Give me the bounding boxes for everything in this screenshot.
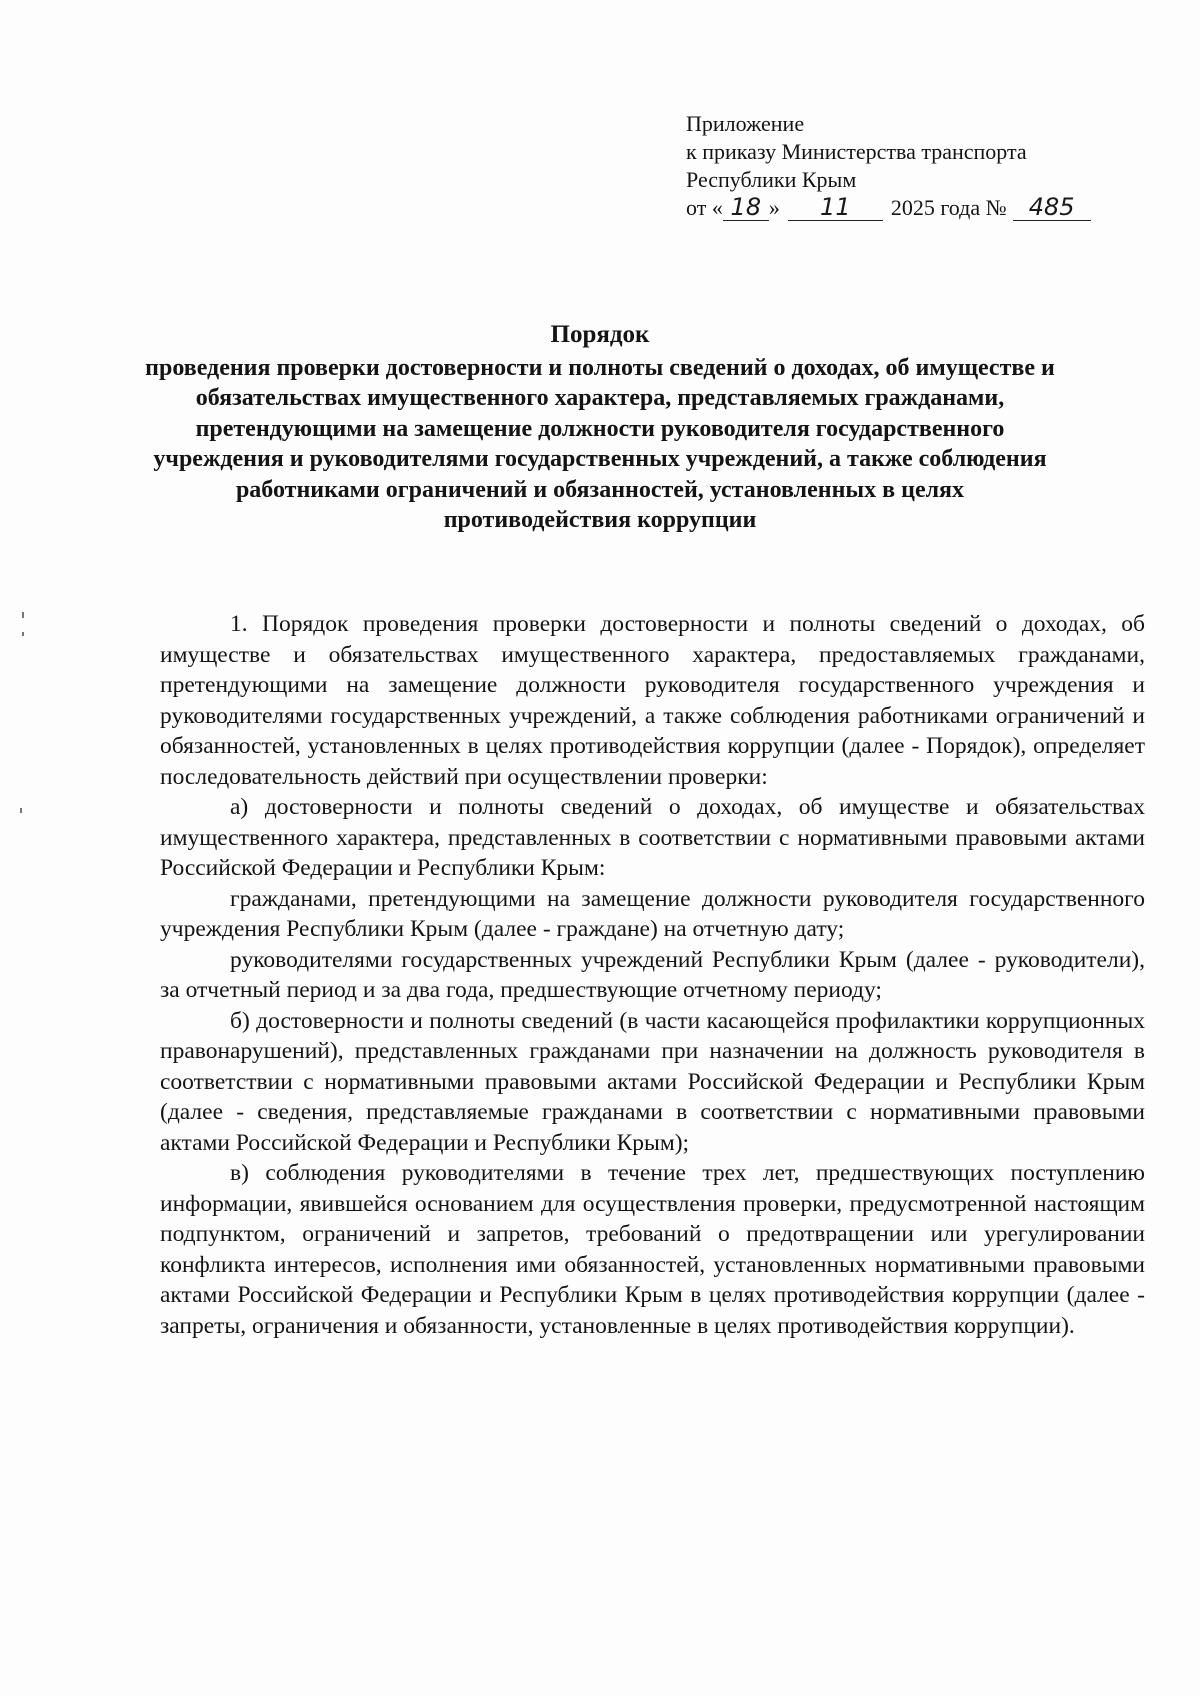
scan-mark: [20, 808, 22, 813]
date-prefix: от «: [686, 195, 723, 220]
title-subtitle: проведения проверки достоверности и полноты сведений о доходах, об имуществе и обязательствах имущественного характера, представляемых гражданами, претендующими на замещение должности руководителя государственного учреждения и руководителями государственных учреждений, а также соблюдения работниками ограничений и обязанностей, установленных в целях противодействия коррупции: [145, 354, 1055, 533]
annex-title: Приложение: [686, 111, 805, 136]
date-month-handwritten: 11: [820, 193, 851, 221]
date-month-field: [788, 193, 883, 221]
annex-block: [686, 110, 1146, 222]
date-day-field: [723, 193, 769, 221]
document-title: [140, 320, 1060, 536]
order-number-field: [1013, 193, 1091, 221]
paragraph-v: в) соблюдения руководителями в течение трех лет, предшествующих поступлению информации, явившейся основанием для осуществления проверки, предусмотренной настоящим подпунктом, ограничений и запретов, требований о предотвращении или урегулировании конфликта интересов, исполнения ими обязанностей, установленных нормативными правовыми актами Российской Федерации и Республики Крым в целях противодействия коррупции (далее - запреты, ограничения и обязанности, установленные в целях противодействия коррупции).: [160, 1160, 1145, 1339]
scan-mark: [22, 632, 24, 636]
document-body: [160, 609, 1145, 1341]
paragraph-citizens: гражданами, претендующими на замещение должности руководителя государственного учреждения Республики Крым (далее - граждане) на отчетную дату;: [160, 885, 1145, 942]
paragraph-a: а) достоверности и полноты сведений о доходах, об имуществе и обязательствах имущественного характера, представленных в соответствии с нормативными правовыми актами Российской Федерации и Республики Крым:: [160, 794, 1145, 881]
order-number-handwritten: 485: [1028, 193, 1075, 221]
paragraph-heads: руководителями государственных учреждений Республики Крым (далее - руководители), за отчетный период и за два года, предшествующие отчетному периоду;: [160, 946, 1145, 1003]
scan-mark: [22, 612, 24, 618]
annex-republic: Республики Крым: [686, 167, 857, 192]
annex-order-ref: к приказу Министерства транспорта: [686, 139, 1027, 164]
title-main: Порядок: [550, 321, 650, 348]
date-day-handwritten: 18: [730, 193, 762, 221]
annex-date-line: [686, 194, 1146, 222]
paragraph-1: 1. Порядок проведения проверки достоверности и полноты сведений о доходах, об имуществе и обязательствах имущественного характера, предоставляемых гражданами, претендующими на замещение должности руководителя государственного учреждения и руководителями государственных учреждений, а также соблюдения работниками ограничений и обязанностей, установленных в целях противодействия коррупции (далее - Порядок), определяет последовательность действий при осуществлении проверки:: [160, 611, 1145, 790]
date-mid: »: [768, 195, 780, 220]
date-year-text: 2025 года №: [890, 195, 1007, 220]
paragraph-b: б) достоверности и полноты сведений (в части касающейся профилактики коррупционных правонарушений), представленных гражданами при назначении на должность руководителя в соответствии с нормативными правовыми актами Российской Федерации и Республики Крым (далее - сведения, представляемые гражданами в соответствии с нормативными правовыми актами Российской Федерации и Республики Крым);: [160, 1007, 1145, 1156]
